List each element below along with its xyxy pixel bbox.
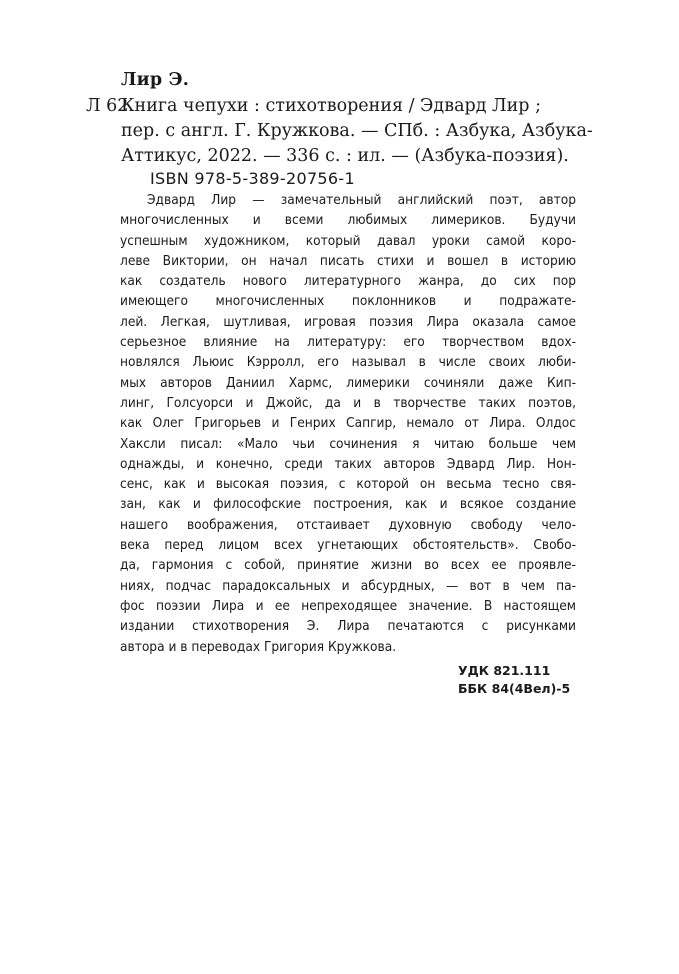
annotation-line: сенс, как и высокая поэзия, с которой он весьма тесно свя- — [120, 476, 576, 493]
annotation-line: нашего воображения, отстаивает духовную свободу чело- — [120, 516, 576, 533]
annotation-line: линг, Голсуорси и Джойс, да и в творчестве таких поэтов, — [120, 394, 576, 411]
bbk-code: ББК 84(4Вел)-5 — [458, 681, 571, 696]
udk-code: УДК 821.111 — [458, 663, 551, 678]
annotation-line: века перед лицом всех угнетающих обстоятельств». Свобо- — [120, 537, 576, 554]
author-heading: Лир Э. — [121, 70, 189, 90]
annotation-line: успешным художником, который давал уроки самой коро- — [120, 232, 576, 249]
annotation-line: зан, как и философские построения, как и всякое создание — [120, 496, 576, 513]
annotation-line: как создатель нового литературного жанра, до сих пор — [120, 273, 576, 290]
annotation-line: серьезное влияние на литературу: его творчеством вдох- — [120, 334, 576, 351]
annotation-line: новлялся Льюис Кэрролл, его называл в числе своих люби- — [120, 354, 576, 371]
annotation-line: Хаксли писал: «Мало чьи сочинения я читаю больше чем — [120, 435, 576, 452]
annotation-line: да, гармония с собой, принятие жизни во всех ее проявле- — [120, 557, 576, 574]
annotation-line: леве Виктории, он начал писать стихи и вошел в историю — [120, 252, 576, 269]
annotation-line: однажды, и конечно, среди таких авторов Эдвард Лир. Нон- — [120, 455, 576, 472]
annotation — [120, 190, 576, 657]
classification-codes — [458, 662, 570, 698]
annotation-line: мых авторов Даниил Хармс, лимерики сочиняли даже Кип- — [120, 374, 576, 391]
annotation-line: лей. Легкая, шутливая, игровая поэзия Лира оказала самое — [120, 313, 576, 330]
annotation-line: автора и в переводах Григория Кружкова. — [120, 638, 397, 655]
bibliographic-line: Книга чепухи : стихотворения / Эдвард Лир ; — [121, 96, 541, 116]
bibliographic-line: пер. с англ. Г. Кружкова. — СПб. : Азбука, Азбука- — [121, 121, 593, 141]
isbn: ISBN 978-5-389-20756-1 — [150, 169, 355, 188]
annotation-line: Эдвард Лир — замечательный английский поэт, автор — [147, 192, 576, 208]
bibliographic-line: Аттикус, 2022. — 336 с. : ил. — (Азбука-поэзия). — [121, 146, 569, 166]
annotation-line: как Олег Григорьев и Генрих Сапгир, немало от Лира. Олдос — [120, 415, 576, 432]
annotation-line: фос поэзии Лира и ее непреходящее значение. В настоящем — [120, 597, 576, 614]
annotation-line: имеющего многочисленных поклонников и подражате- — [120, 293, 576, 310]
annotation-line: издании стихотворения Э. Лира печатаются с рисунками — [120, 618, 576, 635]
annotation-line: ниях, подчас парадоксальных и абсурдных, — вот в чем па- — [120, 577, 576, 594]
shelfmark: Л 62 — [86, 96, 129, 116]
annotation-line: многочисленных и всеми любимых лимериков. Будучи — [120, 212, 576, 229]
